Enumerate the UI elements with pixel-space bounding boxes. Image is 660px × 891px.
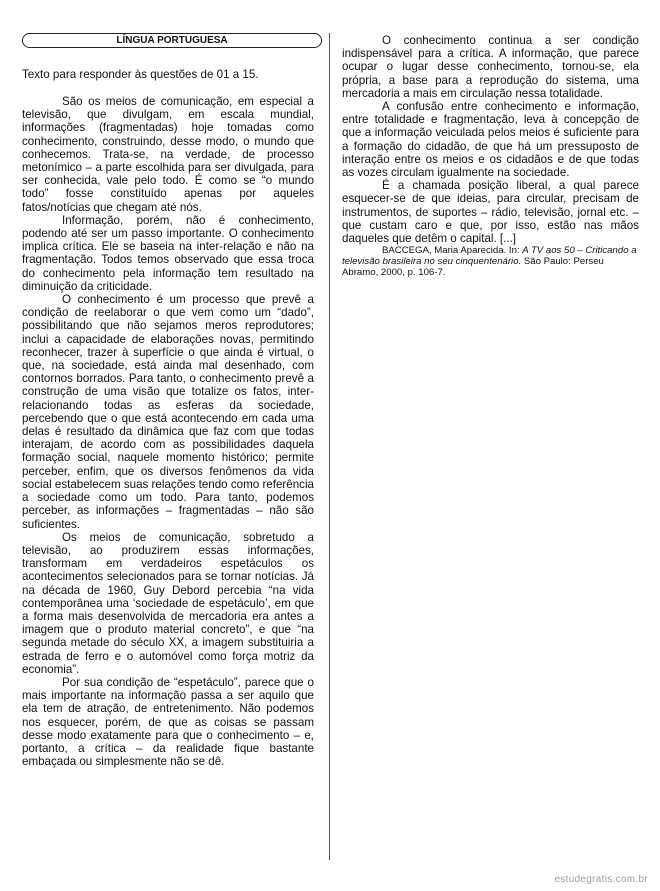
reference-author: BACCEGA, Maria Aparecida. In: bbox=[382, 245, 523, 257]
site-watermark: estudegratis.com.br bbox=[554, 874, 648, 885]
column-divider bbox=[329, 33, 330, 860]
left-column bbox=[22, 95, 314, 768]
paragraph: O conhecimento é um processo que prevê a condição de reelaborar o que vem como um “dado”, possibilitando que não sejamos meros reprodutores; inclui a capacidade de elaborações novas, permitindo reconhecer, trazer à superfície o que ainda é virtual, o que, na sociedade, está ainda mal desenhado, com contornos borrados. Para tanto, o conhecimento prevê a construção de uma visão que totalize os fatos, inter-relacionando todas as esferas da sociedade, percebendo que o que está acontecendo em cada uma delas é resultado da dinâmica que faz com que todas interajam, de acordo com as possibilidades daquela formação social, naquele momento histórico; permite perceber, enfim, que os diversos fenômenos da vida social estabelecem suas relações tendo como referência a sociedade como um todo. Para tanto, podemos perceber, as informações – fragmentadas – não são suficientes. bbox=[22, 293, 314, 531]
paragraph: São os meios de comunicação, em especial a televisão, que divulgam, em escala mundial, informações (fragmentadas) hoje tomadas como conhecimento, construindo, desse modo, o mundo que conhecemos. Trata-se, na verdade, de processo metonímico – a parte escolhida para ser divulgada, para ser conhecida, vale pelo todo. É como se “o mundo todo” fosse constituído apenas por aqueles fatos/notícias que chegam até nós. bbox=[22, 95, 314, 214]
paragraph: É a chamada posição liberal, a qual parece esquecer-se de que ideias, para circular, precisam de instrumentos, de suportes – rádio, televisão, jornal etc. – que custam caro e que, por isso, estão nas mãos daqueles que detêm o capital. [...] bbox=[342, 179, 639, 246]
paragraph: Informação, porém, não é conhecimento, podendo até ser um passo importante. O conhecimento implica crítica. Ele se baseia na inter-relação e não na fragmentação. Todos temos observado que essa troca do conhecimento pela informação tem resultado na diminuição da criticidade. bbox=[22, 213, 314, 293]
intro-line: Texto para responder às questões de 01 a 15. bbox=[22, 68, 259, 81]
reference-publisher: São Paulo: Perseu Abramo, 2000, p. 106-7. bbox=[342, 256, 604, 279]
paragraph: A confusão entre conhecimento e informação, entre totalidade e fragmentação, leva à concepção de que a informação veiculada pelos meios é suficiente para a formação do cidadão, de que há um pressuposto de interação entre os meios e os cidadãos e de que todas as vozes circulam igualmente na sociedade. bbox=[342, 100, 639, 180]
right-column bbox=[342, 34, 639, 278]
paragraph: Por sua condição de “espetáculo”, parece que o mais importante na informação passa a ser aquilo que ela tem de atração, de entretenimento. Não podemos nos esquecer, porém, de que as coisas se passam desse modo exatamente para que o conhecimento – e, portanto, a crítica – da realidade fique bastante embaçada ou simplesmente não se dê. bbox=[22, 675, 314, 769]
bibliographic-reference bbox=[342, 245, 639, 278]
subject-header: LÍNGUA PORTUGUESA bbox=[22, 33, 322, 48]
paragraph: O conhecimento continua a ser condição indispensável para a crítica. A informação, que parece ocupar o lugar desse conhecimento, tornou-se, ela própria, a base para a reprodução do sistema, uma mercadoria a mais em circulação nessa totalidade. bbox=[342, 34, 639, 100]
reference-title: A TV aos 50 – Criticando a televisão brasileira no seu cinquentenário. bbox=[342, 245, 637, 268]
paragraph: Os meios de comunicação, sobretudo a televisão, ao produzirem essas informações, transformam em verdadeiros espetáculos os acontecimentos selecionados para se tornar notícias. Já na década de 1960, Guy Debord percebia “na vida contemporânea uma ‘sociedade de espetáculo’, em que a forma mais desenvolvida de mercadoria era antes a imagem que o produto material concreto”, e que “na segunda metade do século XX, a imagem substituiria a estrada de ferro e o automóvel como força motriz da economia”. bbox=[22, 530, 314, 676]
